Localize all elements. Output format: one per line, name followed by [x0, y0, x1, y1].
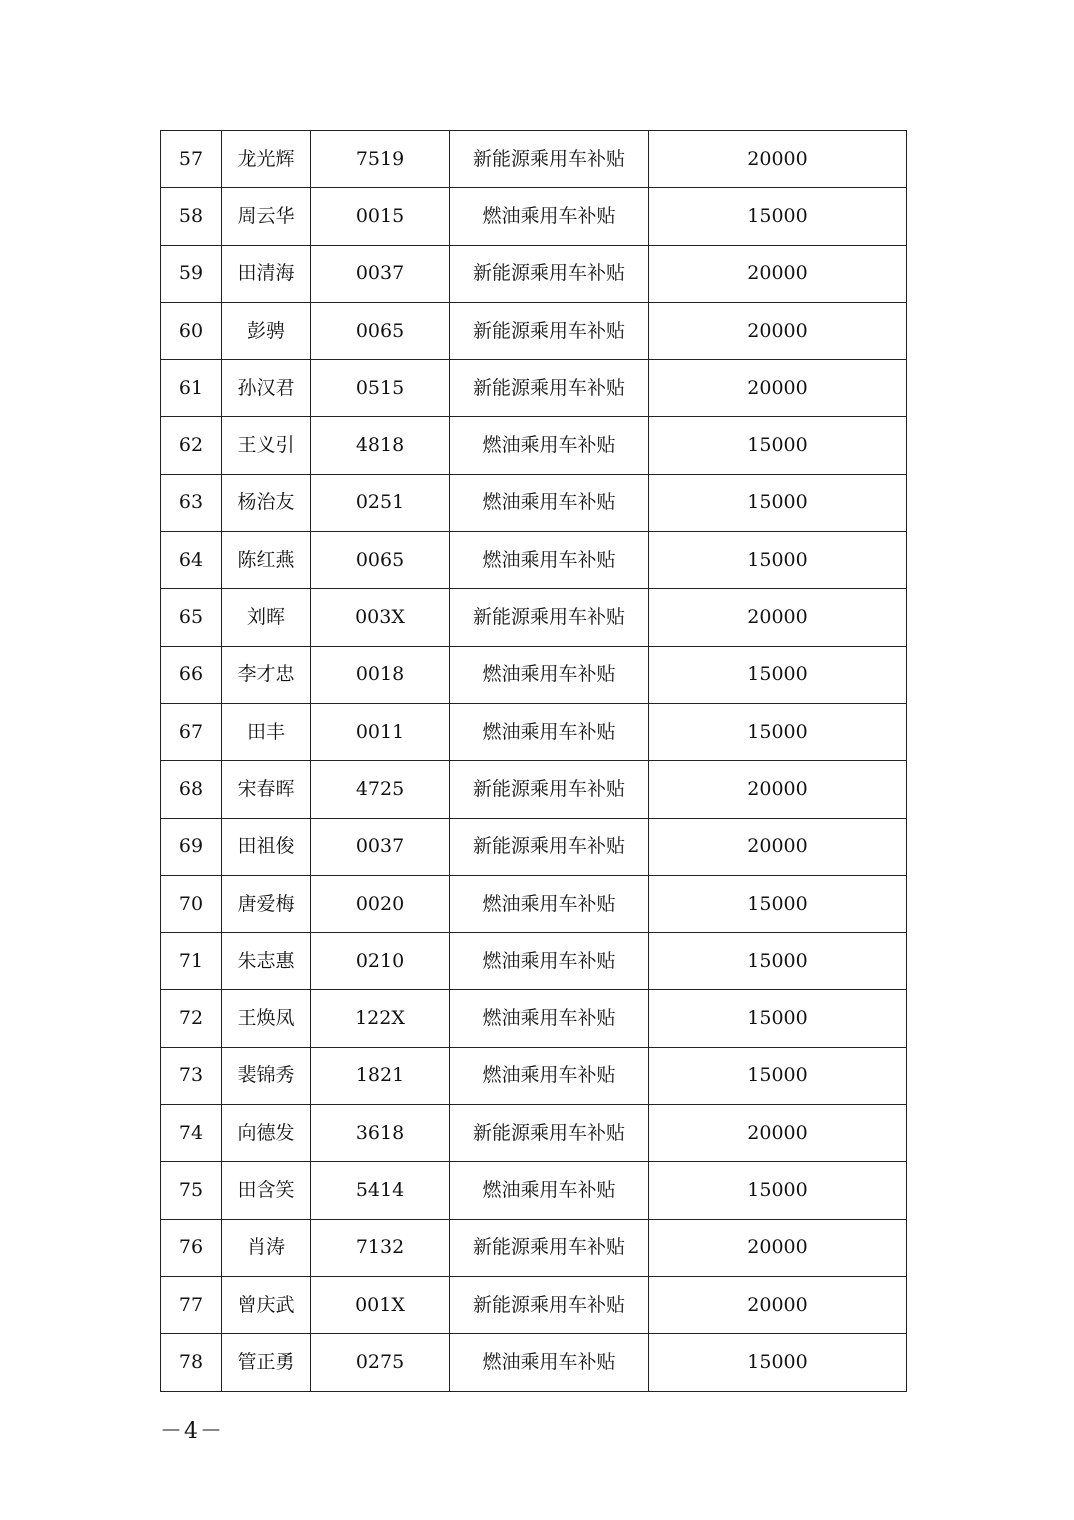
row-number-cell: 74	[161, 1105, 222, 1162]
table-row	[161, 474, 907, 531]
amount-cell: 15000	[649, 1162, 907, 1219]
name-cell: 王焕凤	[222, 990, 311, 1047]
subsidy-type-cell: 新能源乘用车补贴	[450, 360, 649, 417]
name-cell: 管正勇	[222, 1334, 311, 1391]
subsidy-type-cell: 燃油乘用车补贴	[450, 933, 649, 990]
subsidy-type-cell: 新能源乘用车补贴	[450, 1219, 649, 1276]
id-suffix-cell: 3618	[311, 1105, 450, 1162]
row-number-cell: 57	[161, 131, 222, 188]
row-number-cell: 59	[161, 245, 222, 302]
name-cell: 田清海	[222, 245, 311, 302]
id-suffix-cell: 5414	[311, 1162, 450, 1219]
subsidy-type-cell: 新能源乘用车补贴	[450, 761, 649, 818]
amount-cell: 20000	[649, 761, 907, 818]
amount-cell: 15000	[649, 188, 907, 245]
amount-cell: 20000	[649, 1276, 907, 1333]
subsidy-type-cell: 燃油乘用车补贴	[450, 474, 649, 531]
name-cell: 田祖俊	[222, 818, 311, 875]
amount-cell: 20000	[649, 131, 907, 188]
name-cell: 朱志惠	[222, 933, 311, 990]
id-suffix-cell: 1821	[311, 1047, 450, 1104]
amount-cell: 15000	[649, 933, 907, 990]
amount-cell: 15000	[649, 646, 907, 703]
subsidy-type-cell: 燃油乘用车补贴	[450, 188, 649, 245]
row-number-cell: 67	[161, 703, 222, 760]
table-row	[161, 703, 907, 760]
name-cell: 陈红燕	[222, 532, 311, 589]
subsidy-type-cell: 燃油乘用车补贴	[450, 1334, 649, 1391]
table-row	[161, 646, 907, 703]
subsidy-type-cell: 燃油乘用车补贴	[450, 1047, 649, 1104]
row-number-cell: 64	[161, 532, 222, 589]
row-number-cell: 73	[161, 1047, 222, 1104]
subsidy-type-cell: 新能源乘用车补贴	[450, 1105, 649, 1162]
subsidy-table	[160, 130, 907, 1392]
amount-cell: 15000	[649, 990, 907, 1047]
name-cell: 王义引	[222, 417, 311, 474]
table-row	[161, 875, 907, 932]
id-suffix-cell: 001X	[311, 1276, 450, 1333]
id-suffix-cell: 0210	[311, 933, 450, 990]
table-row	[161, 302, 907, 359]
row-number-cell: 76	[161, 1219, 222, 1276]
subsidy-type-cell: 新能源乘用车补贴	[450, 589, 649, 646]
id-suffix-cell: 0020	[311, 875, 450, 932]
amount-cell: 20000	[649, 245, 907, 302]
subsidy-type-cell: 燃油乘用车补贴	[450, 646, 649, 703]
name-cell: 肖涛	[222, 1219, 311, 1276]
subsidy-type-cell: 新能源乘用车补贴	[450, 1276, 649, 1333]
row-number-cell: 61	[161, 360, 222, 417]
table-row	[161, 818, 907, 875]
table-row	[161, 1162, 907, 1219]
subsidy-type-cell: 燃油乘用车补贴	[450, 417, 649, 474]
table-row	[161, 188, 907, 245]
row-number-cell: 70	[161, 875, 222, 932]
table-row	[161, 360, 907, 417]
id-suffix-cell: 0037	[311, 818, 450, 875]
amount-cell: 15000	[649, 875, 907, 932]
id-suffix-cell: 4818	[311, 417, 450, 474]
subsidy-type-cell: 新能源乘用车补贴	[450, 131, 649, 188]
id-suffix-cell: 7519	[311, 131, 450, 188]
row-number-cell: 60	[161, 302, 222, 359]
subsidy-type-cell: 燃油乘用车补贴	[450, 1162, 649, 1219]
id-suffix-cell: 0037	[311, 245, 450, 302]
id-suffix-cell: 003X	[311, 589, 450, 646]
amount-cell: 15000	[649, 1047, 907, 1104]
table-row	[161, 1334, 907, 1391]
id-suffix-cell: 0251	[311, 474, 450, 531]
amount-cell: 20000	[649, 818, 907, 875]
table-row	[161, 1219, 907, 1276]
subsidy-type-cell: 燃油乘用车补贴	[450, 875, 649, 932]
table-row	[161, 1276, 907, 1333]
subsidy-type-cell: 新能源乘用车补贴	[450, 245, 649, 302]
subsidy-type-cell: 新能源乘用车补贴	[450, 302, 649, 359]
table-row	[161, 417, 907, 474]
id-suffix-cell: 4725	[311, 761, 450, 818]
name-cell: 杨治友	[222, 474, 311, 531]
subsidy-type-cell: 燃油乘用车补贴	[450, 532, 649, 589]
row-number-cell: 71	[161, 933, 222, 990]
row-number-cell: 58	[161, 188, 222, 245]
name-cell: 曾庆武	[222, 1276, 311, 1333]
subsidy-type-cell: 新能源乘用车补贴	[450, 818, 649, 875]
subsidy-type-cell: 燃油乘用车补贴	[450, 703, 649, 760]
id-suffix-cell: 0011	[311, 703, 450, 760]
table-row	[161, 245, 907, 302]
amount-cell: 15000	[649, 532, 907, 589]
table-row	[161, 933, 907, 990]
name-cell: 周云华	[222, 188, 311, 245]
amount-cell: 15000	[649, 417, 907, 474]
id-suffix-cell: 0275	[311, 1334, 450, 1391]
subsidy-type-cell: 燃油乘用车补贴	[450, 990, 649, 1047]
id-suffix-cell: 0018	[311, 646, 450, 703]
row-number-cell: 69	[161, 818, 222, 875]
row-number-cell: 75	[161, 1162, 222, 1219]
row-number-cell: 72	[161, 990, 222, 1047]
table-row	[161, 761, 907, 818]
table-row	[161, 532, 907, 589]
id-suffix-cell: 0065	[311, 302, 450, 359]
row-number-cell: 77	[161, 1276, 222, 1333]
amount-cell: 15000	[649, 1334, 907, 1391]
amount-cell: 20000	[649, 1105, 907, 1162]
amount-cell: 15000	[649, 703, 907, 760]
id-suffix-cell: 122X	[311, 990, 450, 1047]
row-number-cell: 65	[161, 589, 222, 646]
table-row	[161, 131, 907, 188]
table-row	[161, 1105, 907, 1162]
id-suffix-cell: 0065	[311, 532, 450, 589]
table-body	[161, 131, 907, 1392]
name-cell: 龙光辉	[222, 131, 311, 188]
name-cell: 彭骋	[222, 302, 311, 359]
name-cell: 向德发	[222, 1105, 311, 1162]
name-cell: 李才忠	[222, 646, 311, 703]
row-number-cell: 66	[161, 646, 222, 703]
table-row	[161, 1047, 907, 1104]
id-suffix-cell: 7132	[311, 1219, 450, 1276]
name-cell: 田丰	[222, 703, 311, 760]
name-cell: 刘晖	[222, 589, 311, 646]
row-number-cell: 63	[161, 474, 222, 531]
id-suffix-cell: 0015	[311, 188, 450, 245]
name-cell: 裴锦秀	[222, 1047, 311, 1104]
page-number: －4－	[160, 1419, 224, 1444]
id-suffix-cell: 0515	[311, 360, 450, 417]
table-row	[161, 589, 907, 646]
row-number-cell: 62	[161, 417, 222, 474]
amount-cell: 20000	[649, 1219, 907, 1276]
amount-cell: 20000	[649, 589, 907, 646]
table-row	[161, 990, 907, 1047]
name-cell: 宋春晖	[222, 761, 311, 818]
name-cell: 孙汉君	[222, 360, 311, 417]
amount-cell: 15000	[649, 474, 907, 531]
amount-cell: 20000	[649, 360, 907, 417]
amount-cell: 20000	[649, 302, 907, 359]
name-cell: 唐爱梅	[222, 875, 311, 932]
row-number-cell: 68	[161, 761, 222, 818]
row-number-cell: 78	[161, 1334, 222, 1391]
name-cell: 田含笑	[222, 1162, 311, 1219]
